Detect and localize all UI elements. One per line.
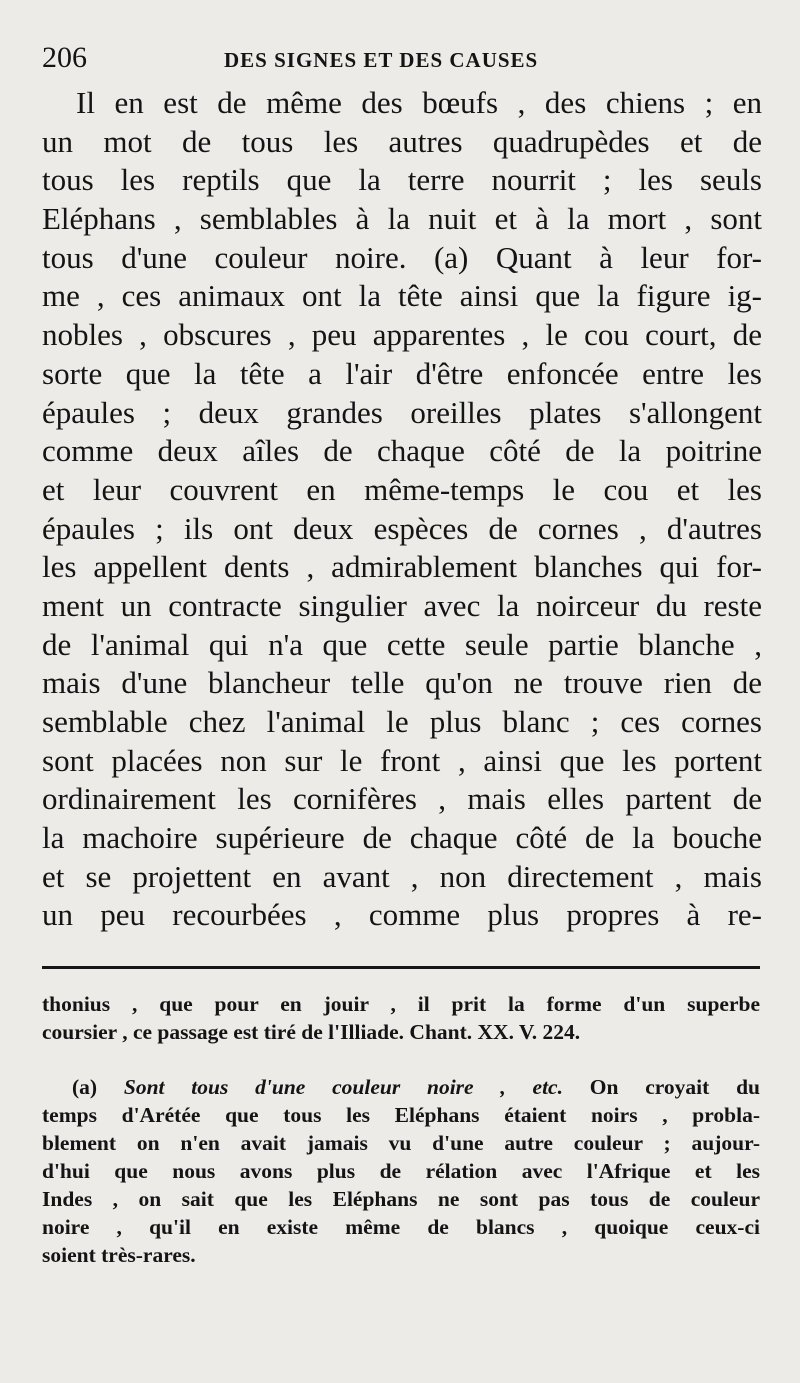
page-number: 206	[42, 41, 87, 74]
footnote-line: thonius , que pour en jouir , il prit la forme d'un superbe	[42, 992, 760, 1016]
text-line: me , ces animaux ont la tête ainsi que la figure ig-	[42, 278, 762, 314]
footnote-a-marker: (a)	[72, 1075, 98, 1099]
text-line: et leur couvrent en même-temps le cou et les	[42, 471, 762, 507]
footnote-spacer	[42, 1046, 760, 1073]
footnote-line: d'hui que nous avons plus de rélation avec l'Afrique et les	[42, 1159, 760, 1183]
text-line: comme deux aîles de chaque côté de la poitrine	[42, 433, 762, 469]
text-line: sorte que la tête a l'air d'être enfoncée entre les	[42, 355, 762, 391]
text-line: Il en est de même des bœufs , des chiens ; en	[76, 85, 762, 120]
text-line: les appellent dents , admirablement blanches qui for-	[42, 549, 762, 585]
text-line: un mot de tous les autres quadrupèdes et de	[42, 123, 762, 159]
footnote-line: blement on n'en avait jamais vu d'une autre couleur ; aujour-	[42, 1131, 760, 1155]
footnotes	[42, 990, 760, 1269]
text-line: épaules ; ils ont deux espèces de cornes , d'autres	[42, 510, 762, 546]
text-line: ordinairement les cornifères , mais elles partent de	[42, 781, 762, 817]
text-line: et se projettent en avant , non directement , mais	[42, 858, 762, 894]
text-line: ment un contracte singulier avec la noirceur du reste	[42, 587, 762, 623]
page-header	[42, 38, 760, 78]
footnote-a-text: On croyait du	[589, 1075, 761, 1099]
footnote-a-first-line	[42, 1073, 760, 1101]
footnote-line: noire , qu'il en existe même de blancs , quoique ceux-ci	[42, 1215, 760, 1239]
text-line: nobles , obscures , peu apparentes , le cou court, de	[42, 317, 762, 353]
text-line: Eléphans , semblables à la nuit et à la mort , sont	[42, 201, 762, 237]
running-head: DES SIGNES ET DES CAUSES	[224, 48, 539, 72]
footnote-rule	[42, 966, 760, 969]
text-line: la machoire supérieure de chaque côté de la bouche	[42, 820, 762, 856]
text-line: un peu recourbées , comme plus propres à re-	[42, 897, 762, 933]
footnote-a-lemma: Sont tous d'une couleur noire , etc.	[123, 1075, 563, 1099]
footnote-line: Indes , on sait que les Eléphans ne sont pas tous de couleur	[42, 1187, 760, 1211]
text-line: semblable chez l'animal le plus blanc ; ces cornes	[42, 704, 762, 739]
text-line: tous d'une couleur noire. (a) Quant à leur for-	[42, 239, 762, 275]
text-line: tous les reptils que la terre nourrit ; les seuls	[42, 162, 762, 198]
body-text	[42, 84, 762, 935]
footnote-line: temps d'Arétée que tous les Eléphans étaient noirs , probla-	[42, 1103, 760, 1127]
text-line: mais d'une blancheur telle qu'on ne trouve rien de	[42, 665, 762, 701]
text-line: épaules ; deux grandes oreilles plates s'allongent	[42, 394, 762, 430]
text-line: de l'animal qui n'a que cette seule partie blanche ,	[42, 626, 762, 662]
footnote-line: soient très-rares.	[42, 1243, 196, 1267]
text-line: sont placées non sur le front , ainsi que les portent	[42, 742, 762, 778]
footnote-line: coursier , ce passage est tiré de l'Illiade. Chant. XX. V. 224.	[42, 1020, 581, 1044]
